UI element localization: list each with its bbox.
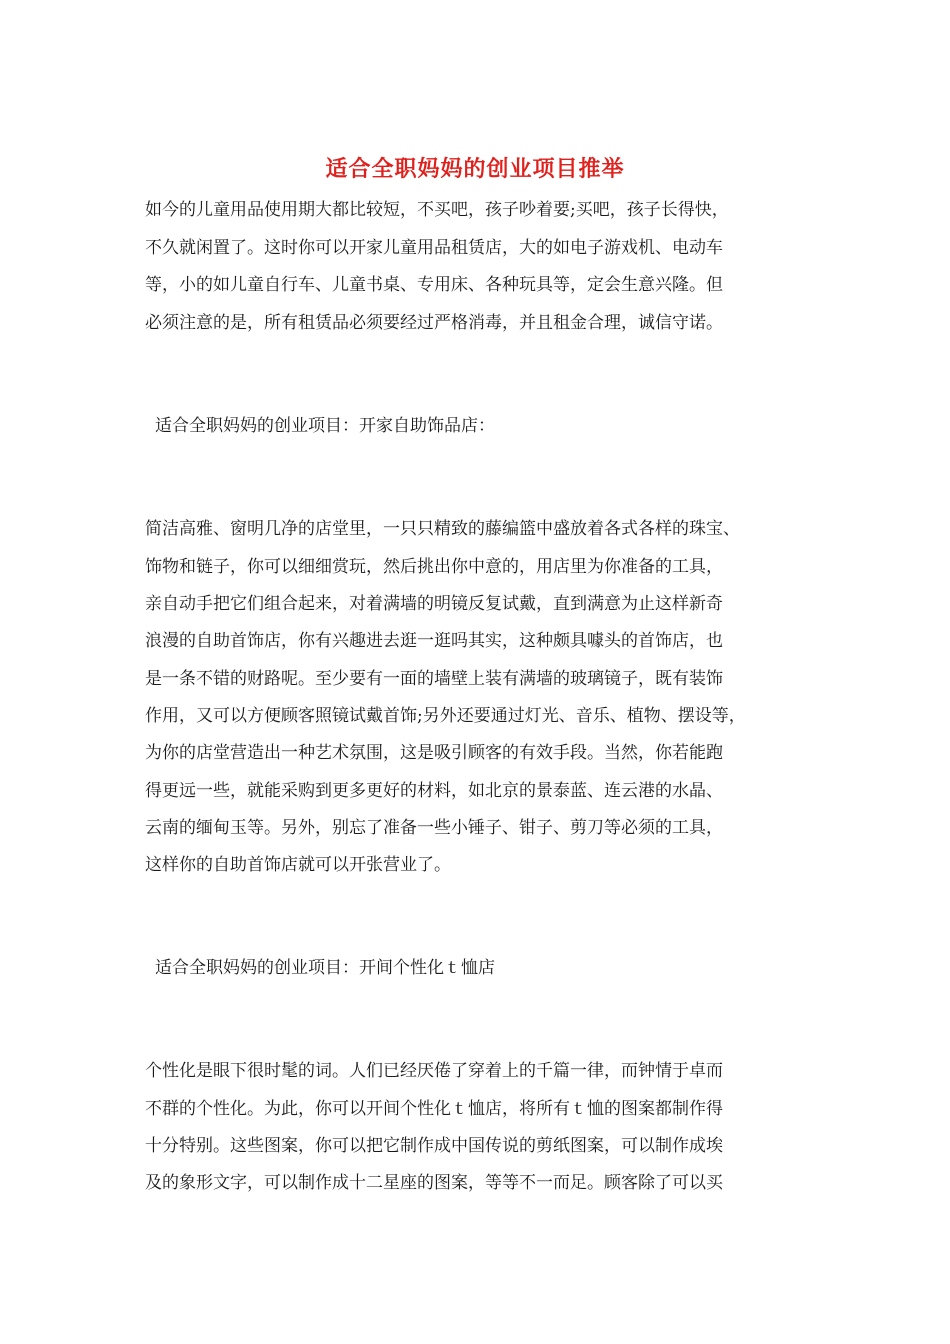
section1-line: 亲自动手把它们组合起来，对着满墙的明镜反复试戴，直到满意为止这样新奇 — [145, 594, 723, 614]
section1-line: 为你的店堂营造出一种艺术氛围，这是吸引顾客的有效手段。当然，你若能跑 — [145, 743, 723, 763]
intro-line: 如今的儿童用品使用期大都比较短，不买吧，孩子吵着要;买吧，孩子长得快， — [145, 200, 729, 220]
section1-line: 云南的缅甸玉等。另外，别忘了准备一些小锤子、钳子、剪刀等必须的工具， — [145, 818, 723, 838]
intro-line: 不久就闲置了。这时你可以开家儿童用品租赁店，大的如电子游戏机、电动车 — [145, 238, 723, 258]
section-heading-tshirt-shop: 适合全职妈妈的创业项目：开间个性化ｔ恤店 — [155, 958, 495, 978]
section1-line: 简洁高雅、窗明几净的店堂里，一只只精致的藤编篮中盛放着各式各样的珠宝、 — [145, 519, 740, 539]
document-title: 适合全职妈妈的创业项目推举 — [325, 156, 625, 182]
section2-line: 十分特别。这些图案，你可以把它制作成中国传说的剪纸图案，可以制作成埃 — [145, 1136, 723, 1156]
section1-line: 浪漫的自助首饰店，你有兴趣进去逛一逛吗其实，这种颇具噱头的首饰店，也 — [145, 631, 723, 651]
section1-line: 这样你的自助首饰店就可以开张营业了。 — [145, 855, 451, 875]
section2-line: 不群的个性化。为此，你可以开间个性化ｔ恤店，将所有ｔ恤的图案都制作得 — [145, 1099, 723, 1119]
section1-line: 得更远一些，就能采购到更多更好的材料，如北京的景泰蓝、连云港的水晶、 — [145, 781, 723, 801]
intro-line: 必须注意的是，所有租赁品必须要经过严格消毒，并且租金合理，诚信守诺。 — [145, 313, 723, 333]
intro-line: 等，小的如儿童自行车、儿童书桌、专用床、各种玩具等，定会生意兴隆。但 — [145, 275, 723, 295]
section2-line: 个性化是眼下很时髦的词。人们已经厌倦了穿着上的千篇一律，而钟情于卓而 — [145, 1061, 723, 1081]
section1-line: 是一条不错的财路呢。至少要有一面的墙壁上装有满墙的玻璃镜子，既有装饰 — [145, 669, 723, 689]
section2-line: 及的象形文字，可以制作成十二星座的图案，等等不一而足。顾客除了可以买 — [145, 1173, 723, 1193]
section1-line: 饰物和链子，你可以细细赏玩，然后挑出你中意的，用店里为你准备的工具， — [145, 557, 723, 577]
section1-line: 作用，又可以方便顾客照镜试戴首饰;另外还要通过灯光、音乐、植物、摆设等， — [145, 706, 746, 726]
section-heading-accessory-shop: 适合全职妈妈的创业项目：开家自助饰品店： — [155, 416, 495, 436]
